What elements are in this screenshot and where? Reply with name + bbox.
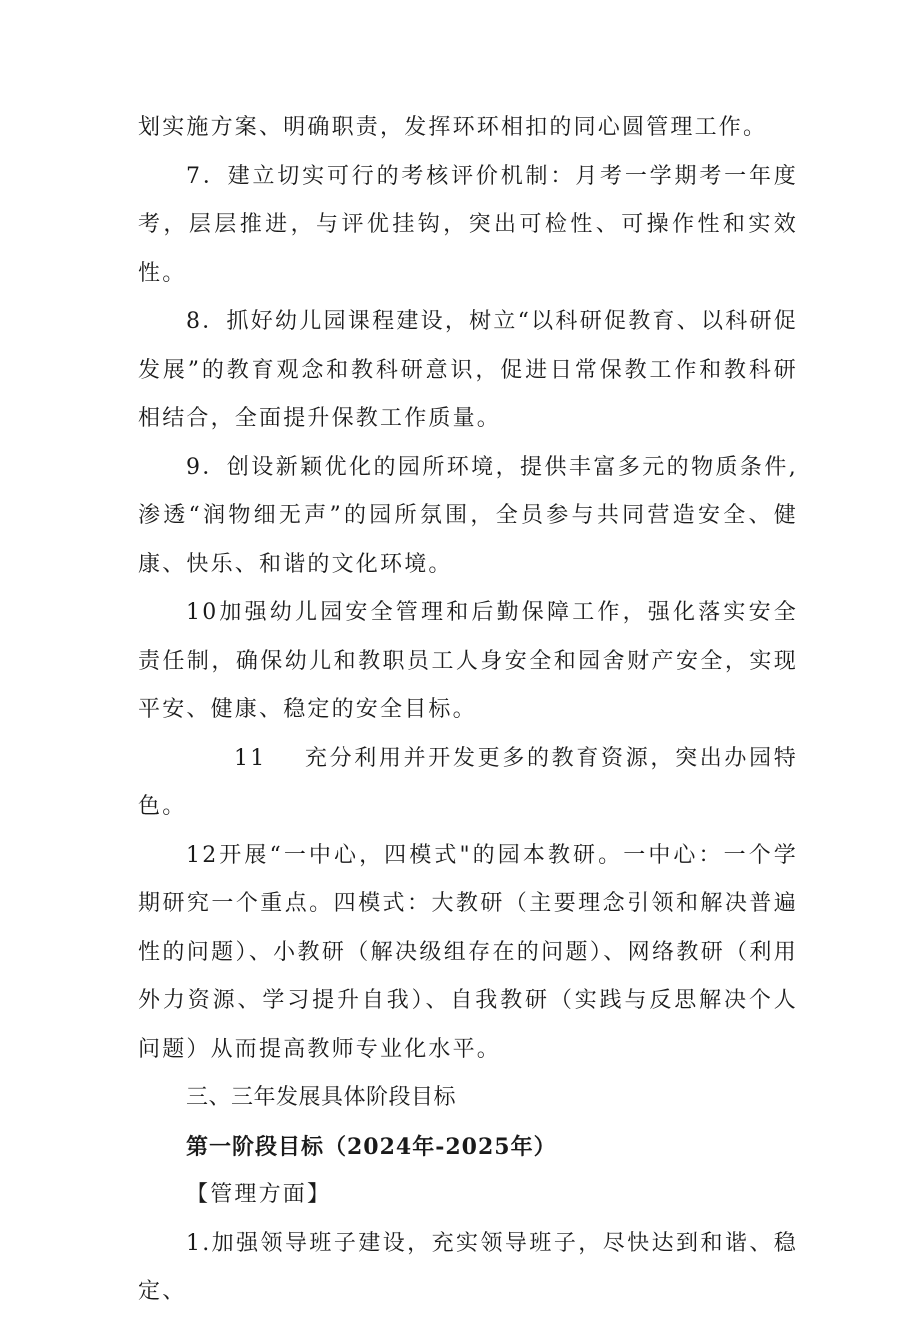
paragraph-item-7: 7．建立切实可行的考核评价机制：月考一学期考一年度考，层层推进，与评优挂钩，突出可检性、可操作性和实效性。 — [138, 163, 798, 286]
paragraph-item-11 — [138, 735, 798, 832]
section-heading: 三、三年发展具体阶段目标 — [186, 1085, 457, 1110]
paragraph-item-8: 8．抓好幼儿园课程建设，树立“以科研促教育、以科研促发展”的教育观念和教科研意识，促进日常保教工作和教科研相结合，全面提升保教工作质量。 — [138, 309, 798, 431]
item-11-number: 11 — [234, 745, 267, 771]
paragraph-item-10: 10加强幼儿园安全管理和后勤保障工作，强化落实安全责任制，确保幼儿和教职员工人身安全和园舍财产安全，实现平安、健康、稳定的安全目标。 — [138, 600, 798, 722]
paragraph-item-12: 12开展“一中心，四模式"的园本教研。一中心：一个学期研究一个重点。四模式：大教研（主要理念引领和解决普遍性的问题）、小教研（解决级组存在的问题）、网络教研（利用外力资源、学习提升自我）、自我教研（实践与反思解决个人问题）从而提高教师专业化水平。 — [138, 842, 798, 1062]
stage-heading: 第一阶段目标（2024年-2025年） — [186, 1133, 557, 1160]
paragraph-management-1: 1.加强领导班子建设，充实领导班子，尽快达到和谐、稳定、 — [138, 1230, 798, 1304]
item-11-text: 充分利用并开发更多的教育资源，突出办园特色。 — [138, 745, 798, 819]
document-body — [138, 104, 798, 1317]
paragraph-continuation: 划实施方案、明确职责，发挥环环相扣的同心圆管理工作。 — [138, 115, 768, 140]
paragraph-item-9: 9．创设新颖优化的园所环境，提供丰富多元的物质条件,渗透“润物细无声”的园所氛围，全员参与共同营造安全、健康、快乐、和谐的文化环境。 — [138, 454, 798, 577]
bracket-heading: 【管理方面】 — [186, 1182, 332, 1207]
